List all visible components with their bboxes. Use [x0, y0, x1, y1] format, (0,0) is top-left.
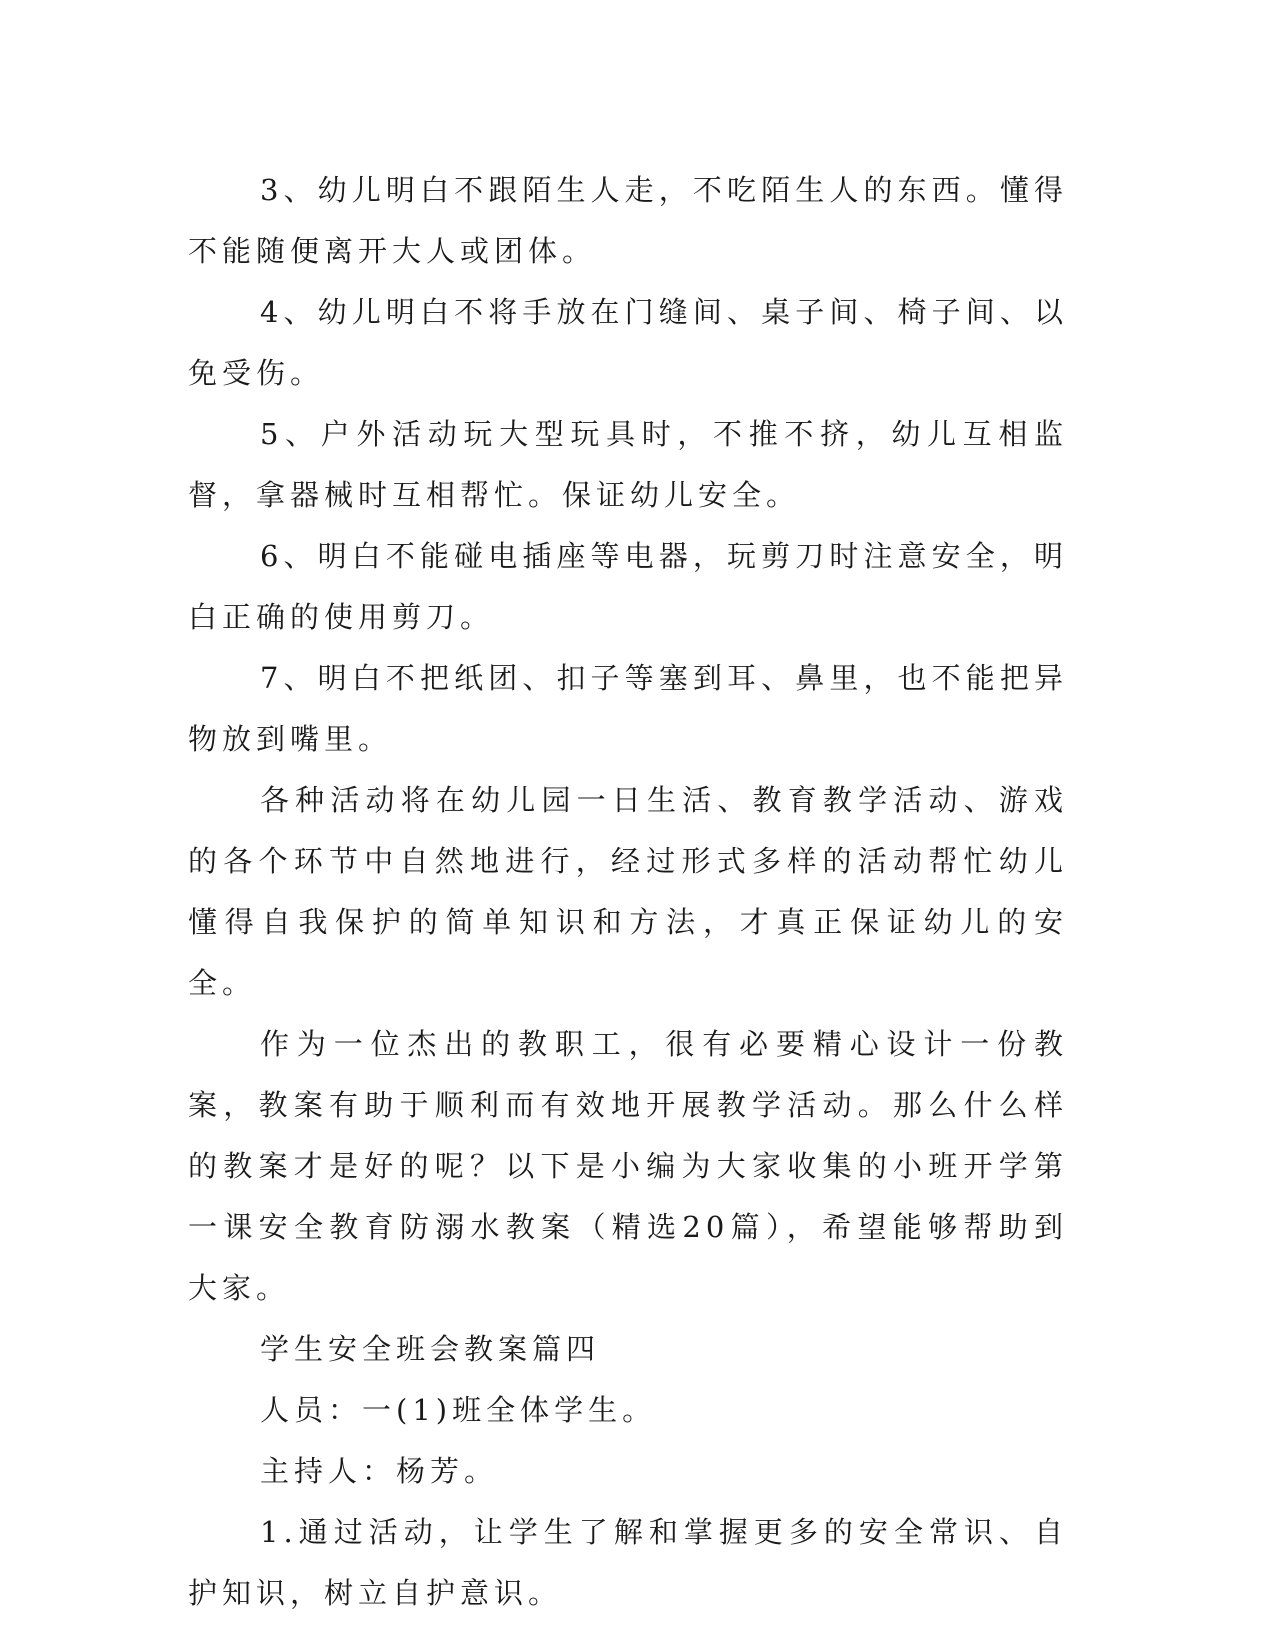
section-heading: 学生安全班会教案篇四 — [260, 1332, 601, 1366]
paragraph-item-6: 6、明白不能碰电插座等电器，玩剪刀时注意安全，明白正确的使用剪刀。 — [188, 539, 1068, 634]
objective-item-1: 1.通过活动，让学生了解和掌握更多的安全常识、自护知识，树立自护意识。 — [188, 1515, 1068, 1610]
paragraph-item-5: 5、户外活动玩大型玩具时，不推不挤，幼儿互相监督，拿器械时互相帮忙。保证幼儿安全。 — [188, 417, 1068, 512]
paragraph-item-7: 7、明白不把纸团、扣子等塞到耳、鼻里，也不能把异物放到嘴里。 — [188, 661, 1068, 756]
paragraph-item-4: 4、幼儿明白不将手放在门缝间、桌子间、椅子间、以免受伤。 — [188, 295, 1068, 390]
document-body — [188, 160, 1068, 1624]
participants-line: 人员：一(1)班全体学生。 — [260, 1393, 657, 1427]
paragraph-summary: 各种活动将在幼儿园一日生活、教育教学活动、游戏的各个环节中自然地进行，经过形式多样的活动帮忙幼儿懂得自我保护的简单知识和方法，才真正保证幼儿的安全。 — [188, 783, 1068, 1000]
paragraph-intro: 作为一位杰出的教职工，很有必要精心设计一份教案，教案有助于顺利而有效地开展教学活动。那么什么样的教案才是好的呢？以下是小编为大家收集的小班开学第一课安全教育防溺水教案（精选20篇），希望能够帮助到大家。 — [188, 1027, 1068, 1305]
paragraph-item-3: 3、幼儿明白不跟陌生人走，不吃陌生人的东西。懂得不能随便离开大人或团体。 — [188, 173, 1068, 268]
host-line: 主持人：杨芳。 — [260, 1454, 499, 1488]
